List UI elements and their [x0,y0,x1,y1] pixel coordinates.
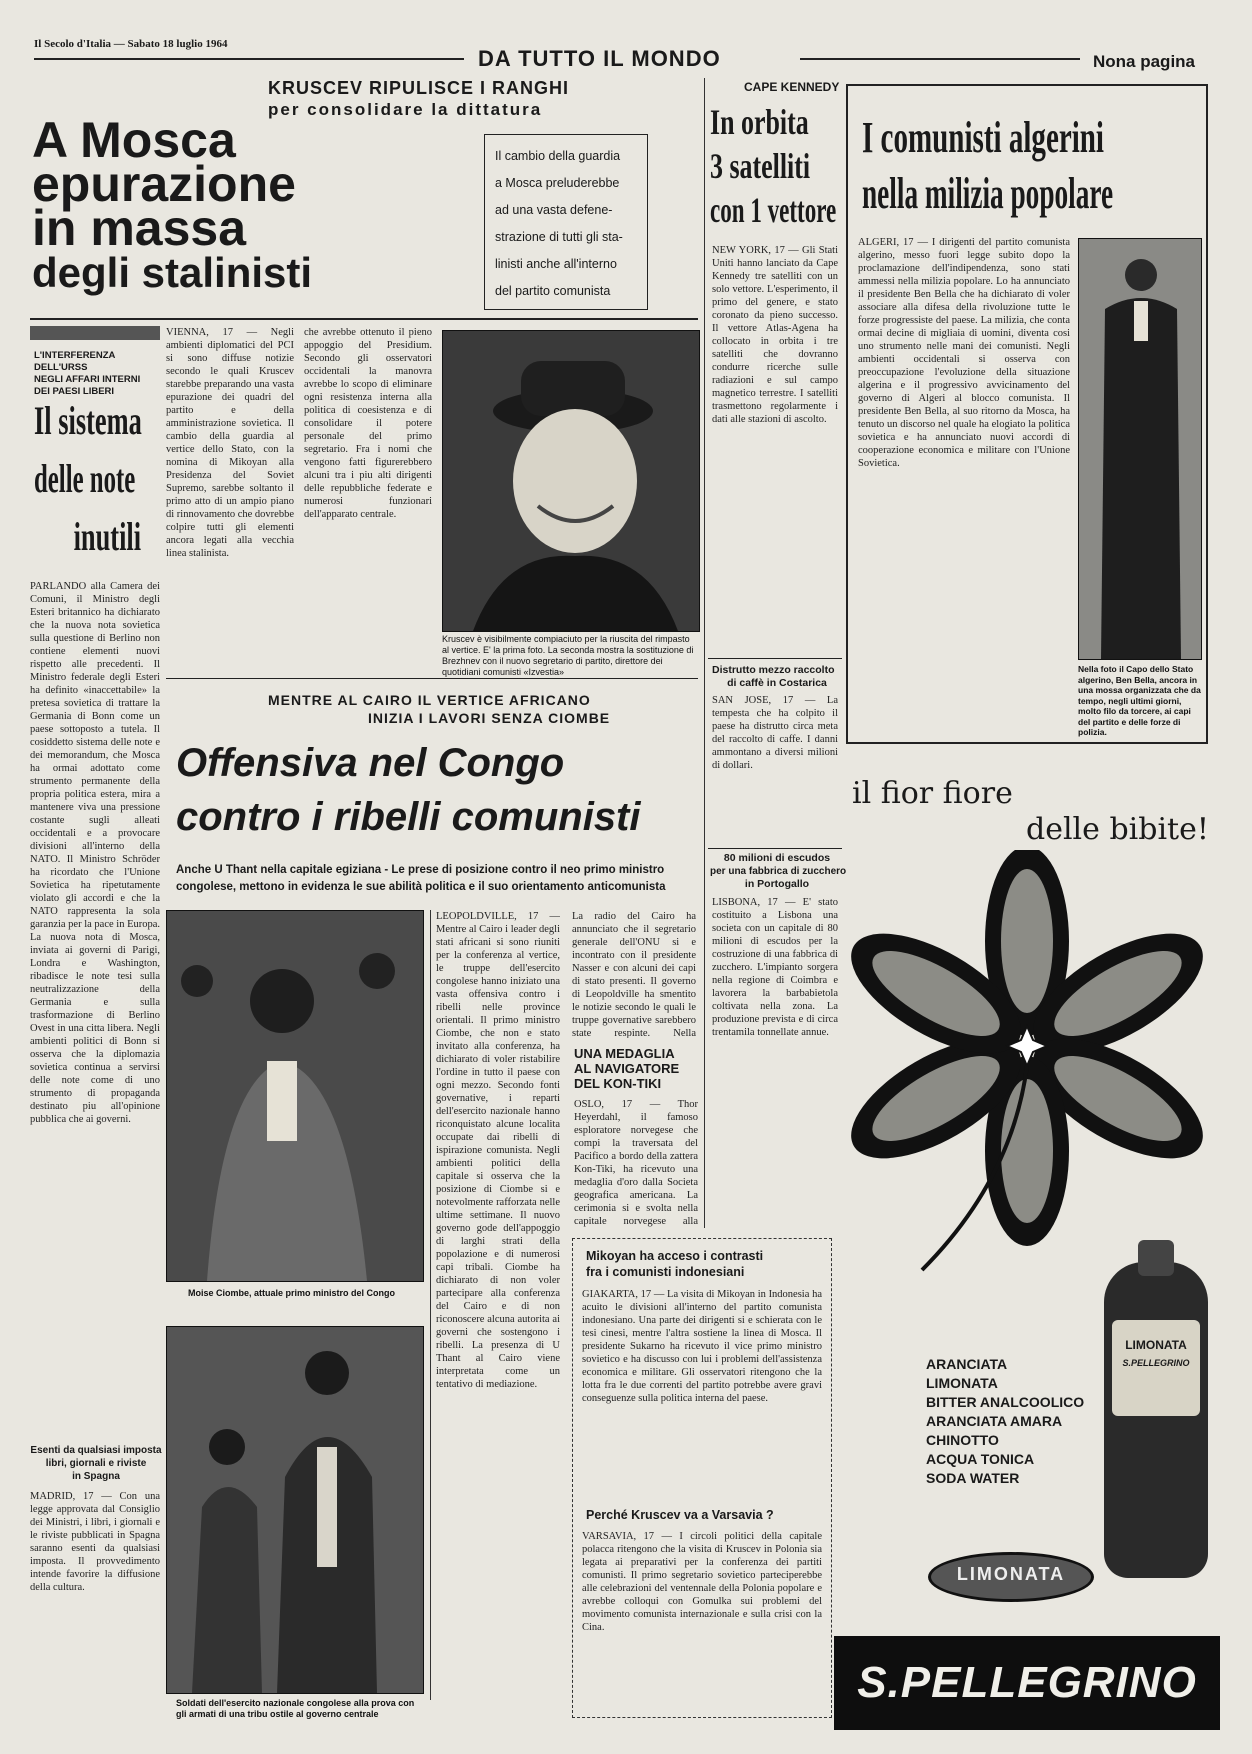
lead-rule [30,318,698,320]
indonesia-headline-line: Mikoyan ha acceso i contrasti [586,1249,764,1263]
coffee-headline [712,664,842,690]
soldiers-photo-caption: Soldati dell'esercito nazionale congolese alla prova con gli armati di una tribu ostile al governo centrale [176,1698,415,1719]
sugar-headline-line: in Portogallo [744,878,810,890]
section-title: DA TUTTO IL MONDO [478,46,721,71]
lead-box-line: Il cambio della guardia [495,149,621,163]
congo-kicker-2: INIZIA I LAVORI SENZA CIOMBE [368,710,611,726]
sugar-headline-line: per una fabbrica di zucchero [710,866,847,877]
cape-body: NEW YORK, 17 — Gli Stati Uniti hanno lanciato da Cape Kennedy tre satelliti con un solo vettore. L'esperimento, il primo del genere, e stato coronato da pieno successo. Il vettore Atlas-Agena ha collocato in orbita i tre satelliti che dovranno condurre ricerche sulle radiazioni e sul campo magnetico terrestre. I satelliti trasmettono regolarmente i dati alle stazioni di ascolto. [712,245,838,425]
ad-product: CHINOTTO [926,1432,999,1448]
ad-bottle-label-brand: S.PELLEGRINO [1122,1358,1190,1368]
ad-bottle-petal-glass [1001,869,1053,1013]
lead-body-col1: VIENNA, 17 — Negli ambienti diplomatici del PCI si sono diffuse notizie secondo le quali Kruscev starebbe preparando una vasta epurazione dei quadri del partito e della amministrazione sovietica. Il cambio della guardia al vertice dello Stato, con la nomina di Mikoyan alla Presidenza del Soviet Supremo, sarebbe soltanto il primo atto di un ampio piano di rinnovamento che dovrebbe colpire tutti gli elementi ancora legati alla vecchia linea stalinista. [166,327,294,559]
ad-limonata-text: LIMONATA [956,1564,1066,1584]
left-body: PARLANDO alla Camera dei Comuni, il Ministro degli Esteri britannico ha dichiarato che la nuova nota sovietica sulla questione di Berlino non contiene elementi nuovi rispetto alle precedenti. Il Ministro federale degli Esteri ha definito «inaccettabile» la pretesa sovietica di trattare la Germania di Bonn come un paese sottoposto a tutela. Il cosiddetto sistema delle note e dei memorandum, che Mosca ha ormai adottato come strumento permanente della propria politica estera, mira a mantenere viva una pressione costante sugli alleati occidentali e a provocare divisioni all'interno della NATO. Il Ministro Schröder ha ricordato che l'Unione Sovietica ha ripetutamente violato gli accordi e che la NATO rappresenta la sola garanzia per la pace in Europa. La nuova nota di Mosca, inviata ai governi di Parigi, Londra e Washington, ribadisce le note tesi sulla neutralizzazione della Germania e sulla trasformazione di Berlino Ovest in una citta libera. Negli ambienti politici di Bonn si osserva che la diplomazia sovietica continua a servirsi delle note come di uno strumento di propaganda destinato piu all'opinione pubblica che ai governi. [30,581,160,1125]
ad-product: ACQUA TONICA [926,1451,1035,1467]
sugar-body: LISBONA, 17 — E' stato costituito a Lisbona una societa con un capitale di 80 milioni di escudos per la costruzione di una fabbrica di zucchero. L'impianto sorgera nella regione di Coimbra e lavorera la barbabietola coltivata nella zona. La produzione prevista e di circa trentamila tonnellate annue. [712,897,838,1038]
lead-box-line: a Mosca preluderebbe [495,176,620,190]
left-kicker-line: DEI PAESI LIBERI [34,386,115,397]
cape-headline-line: con 1 vettore [710,190,837,230]
ad-product: ARANCIATA [926,1356,1008,1372]
ad-product: SODA WATER [926,1470,1020,1486]
medal-headline [574,1046,698,1091]
congo-headline-line: Offensiva nel Congo [176,741,565,785]
left-headline-line: Il sistema [34,398,142,443]
sugar-headline [710,852,847,891]
soldiers-photo-art [167,1327,423,1693]
left-sub-headline-line: libri, giornali e riviste [45,1458,147,1469]
ad-bottle-label [1112,1320,1200,1416]
benbella-photo-caption: Nella foto il Capo dello Stato algerino, Ben Bella, ancora in una mossa organizzata che da tempo, negli ultimi giorni, molto filo da torcere, ai capi del partito e delle forze di polizia. [1078,664,1201,737]
lead-headline-line: in massa [32,200,247,256]
lead-kicker-2: per consolidare la dittatura [268,100,543,119]
ad-product: BITTER ANALCOOLICO [926,1394,1085,1410]
soldiers-photo [166,1326,424,1694]
left-sub-body: MADRID, 17 — Con una legge approvata dal Consiglio dei Ministri, i libri, i giornali e le riviste pubblicati in Spagna saranno esenti da qualsiasi imposta. Il provvedimento intende favorire la diffusione della cultura. [30,1490,160,1720]
left-sub-headline-line: Esenti da qualsiasi imposta [30,1445,162,1456]
medal-headline-line: DEL KON-TIKI [574,1076,662,1091]
ciombe-photo-caption: Moise Ciombe, attuale primo ministro del Congo [188,1288,396,1298]
cape-dateline: CAPE KENNEDY [744,80,840,94]
lead-headline [32,112,452,296]
lead-kicker: KRUSCEV RIPULISCE I RANGHI [268,78,570,98]
cape-headline [710,100,844,232]
ad-brand-logo: S.PELLEGRINO [857,1658,1197,1707]
lead-box-line: ad una vasta defene- [495,203,613,217]
ad-product: LIMONATA [926,1375,998,1391]
coffee-rule [708,658,842,659]
algeria-headline-line: nella milizia popolare [862,169,1114,218]
ad-product: ARANCIATA AMARA [926,1413,1063,1429]
ad-flower [842,850,1212,1280]
indonesia-body: GIAKARTA, 17 — La visita di Mikoyan in Indonesia ha acuito le divisioni all'interno del partito comunista indonesiano. Una parte dei dirigenti si e schierata con le tesi cinesi, mentre l'altra sostiene la linea di Mosca. Il presidente Sukarno ha ricevuto il vice primo ministro sovietico e ha discusso con lui i problemi dell'assistenza economica e militare. Gli osservatori ritengono che la lotta fra le due correnti del partito potrebbe avere gravi conseguenze sulla politica interna del paese. [582,1289,822,1404]
ad-brand-banner [834,1636,1220,1730]
kruscev-photo-art [443,331,699,631]
folio: Il Secolo d'Italia — Sabato 18 luglio 1964 [34,38,228,50]
left-headline-line: inutili [73,514,142,559]
ad-bottle-petal-glass [1001,1079,1053,1223]
left-col-rule [30,326,160,340]
congo-top-rule [166,678,698,679]
congo-headline [176,736,696,844]
lead-box-line: linisti anche all'interno [495,257,617,271]
ciombe-photo [166,910,424,1282]
algeria-headline-line: I comunisti algerini [862,113,1105,162]
indonesia-headline [586,1248,826,1280]
congo-kicker: MENTRE AL CAIRO IL VERTICE AFRICANO [268,692,591,708]
congo-col-rule [430,910,431,1700]
algeria-body: ALGERI, 17 — I dirigenti del partito comunista algerino, messo fuori legge subito dopo la proclamazione dell'indipendenza, sono stati ammessi nella milizia popolare. Lo ha annunciato il presidente Ben Bella che ha dichiarato di voler associare alla difesa della rivoluzione tutte le forze progressiste del paese. La milizia, che conta ormai decine di migliaia di uomini, diventa cosi uno strumento nelle mani dei comunisti. Negli ambienti occidentali si osserva con preoccupazione l'evoluzione della situazione algerina e il progressivo avvicinamento del governo di Algeri al blocco comunista. Il presidente Ben Bella, al suo ritorno da Mosca, ha tenuto un discorso nel quale ha elogiato la politica sovietica e ha annunciato nuovi accordi di cooperazione economica e militare con l'Unione Sovietica. [858,237,1070,469]
left-kicker-line: L'INTERFERENZA DELL'URSS [34,350,116,373]
coffee-headline-line: Distrutto mezzo raccolto [712,664,835,676]
lead-box-line: del partito comunista [495,284,611,298]
ad-limonata-emblem [928,1552,1094,1602]
cape-headline-line: In orbita [710,102,809,142]
ad-bottle [1104,1262,1208,1578]
sugar-headline-line: 80 milioni di escudos [723,852,831,864]
medal-body: OSLO, 17 — Thor Heyerdahl, il famoso esploratore norvegese che compi la traversata del Pacifico a bordo della zattera Kon-Tiki, ha ricevuto una medaglia d'oro dalla Societa geografica americana. La cerimonia si e svolta nella capitale norvegese alla [574,1099,698,1227]
lead-body-col2: che avrebbe ottenuto il pieno appoggio del Presidium. Secondo gli osservatori occidentali la manovra avrebbe lo scopo di eliminare ogni resistenza interna alla politica di coesistenza e di consolidare il potere personale del primo segretario. Fra i nomi che vengono fatti figurerebbero alcuni tra i piu alti dirigenti delle repubbliche federate e numerosi funzionari dell'apparato centrale. [304,327,432,520]
medal-headline-line: UNA MEDAGLIA [574,1046,675,1061]
masthead-rule-right [800,58,1080,60]
cape-headline-line: 3 satelliti [710,146,811,186]
kruscev-photo [442,330,700,632]
left-sub-headline [30,1440,162,1487]
congo-body-col2: La radio del Cairo ha annunciato che il segretario generale dell'ONU si e incontrato con il presidente Nasser e con alcuni dei capi di stato presenti. Il governo di Leopoldville ha smentito le notizie secondo le quali le truppe governative sarebbero state respinte. Nella [572,911,696,1038]
lead-box-line: strazione di tutti gli sta- [495,230,623,244]
congo-body-col1: LEOPOLDVILLE, 17 — Mentre al Cairo i leader degli stati africani si sono riuniti per la conferenza al vertice, le truppe dell'esercito congolese hanno iniziato una vasta offensiva contro i ribelli nelle province orientali. Il primo ministro Ciombe, che non e stato invitato alla conferenza, ha dichiarato di voler ristabilire l'ordine in tutto il paese con ogni mezzo. Secondo fonti governative, i reparti dell'esercito nazionale hanno riconquistato alcune localita occupate dai ribelli di ispirazione comunista. Negli ambienti politici della capitale si osserva che la posizione di Ciombe si e notevolmente rafforzata nelle ultime settimane. Il nuovo governo gode dell'appoggio di larghi strati della popolazione e di numerosi capi tribali. Ciombe ha dichiarato di non voler partecipare alla conferenza del Cairo e di non riconoscere alcuna autorita ai governi che sostengono i ribelli. La presenza di U Thant al Cairo viene interpretata come un tentativo di mediazione. [436,911,560,1390]
left-kicker-line: NEGLI AFFARI INTERNI [34,374,141,385]
left-headline [34,392,164,566]
varsavia-headline: Perché Kruscev va a Varsavia ? [586,1508,774,1522]
ad-tagline-1: il fior fiore [852,776,1013,811]
left-kicker [34,350,164,398]
cape-col-rule-left [704,78,705,1228]
coffee-headline-line: di caffè in Costarica [727,677,827,689]
lead-headline-line: degli stalinisti [32,249,313,296]
ad-tagline-2: delle bibite! [1026,812,1209,847]
medal-headline-line: AL NAVIGATORE [574,1061,680,1076]
sugar-rule [708,848,842,849]
indonesia-headline-line: fra i comunisti indonesiani [586,1265,745,1279]
varsavia-body: VARSAVIA, 17 — I circoli politici della capitale polacca ritengono che la visita di Kruscev in Polonia sia legata ai preparativi per la conferenza dei partiti comunisti. Il primo segretario sovietico parteciperebbe alle celebrazioni del ventennale della Polonia popolare e avrebbe colloqui con Gomulka sui problemi del movimento comunista internazionale e sulla crisi con la Cina. [582,1531,822,1633]
algeria-headline [862,110,1202,222]
ad-flower-petals [842,850,1212,1246]
left-sub-headline-line: in Spagna [72,1471,120,1482]
ad-bottle-label-text: LIMONATA [1125,1338,1187,1352]
benbella-photo-art [1079,239,1201,659]
benbella-photo [1078,238,1202,660]
ad-bottle-cap [1138,1240,1174,1276]
ciombe-photo-art [167,911,423,1281]
congo-headline-line: contro i ribelli comunisti [176,795,641,839]
congo-deck: Anche U Thant nella capitale egiziana - Le prese di posizione contro il neo primo ministro congolese, mettono in evidenza le sue abilità politica e il suo orientamento anticomunista [176,864,666,893]
masthead-rule-left [34,58,464,60]
kruscev-photo-caption: Kruscev è visibilmente compiaciuto per la riuscita del rimpasto al vertice. E' la prima foto. La seconda mostra la sostituzione di Brezhnev con il nuovo segretario di partito, direttore dei quotidiani comunisti «Izvestia» [442,634,694,677]
lead-box [484,134,648,310]
left-headline-line: delle note [34,456,136,501]
page-label: Nona pagina [1093,52,1196,71]
coffee-body: SAN JOSE, 17 — La tempesta che ha colpito il paese ha distrutto circa meta del raccolto di caffe. I danni ammontano a diversi milioni di dollari. [712,695,838,771]
lead-headline-line: A Mosca [32,112,236,168]
lead-headline-line: epurazione [32,156,296,212]
